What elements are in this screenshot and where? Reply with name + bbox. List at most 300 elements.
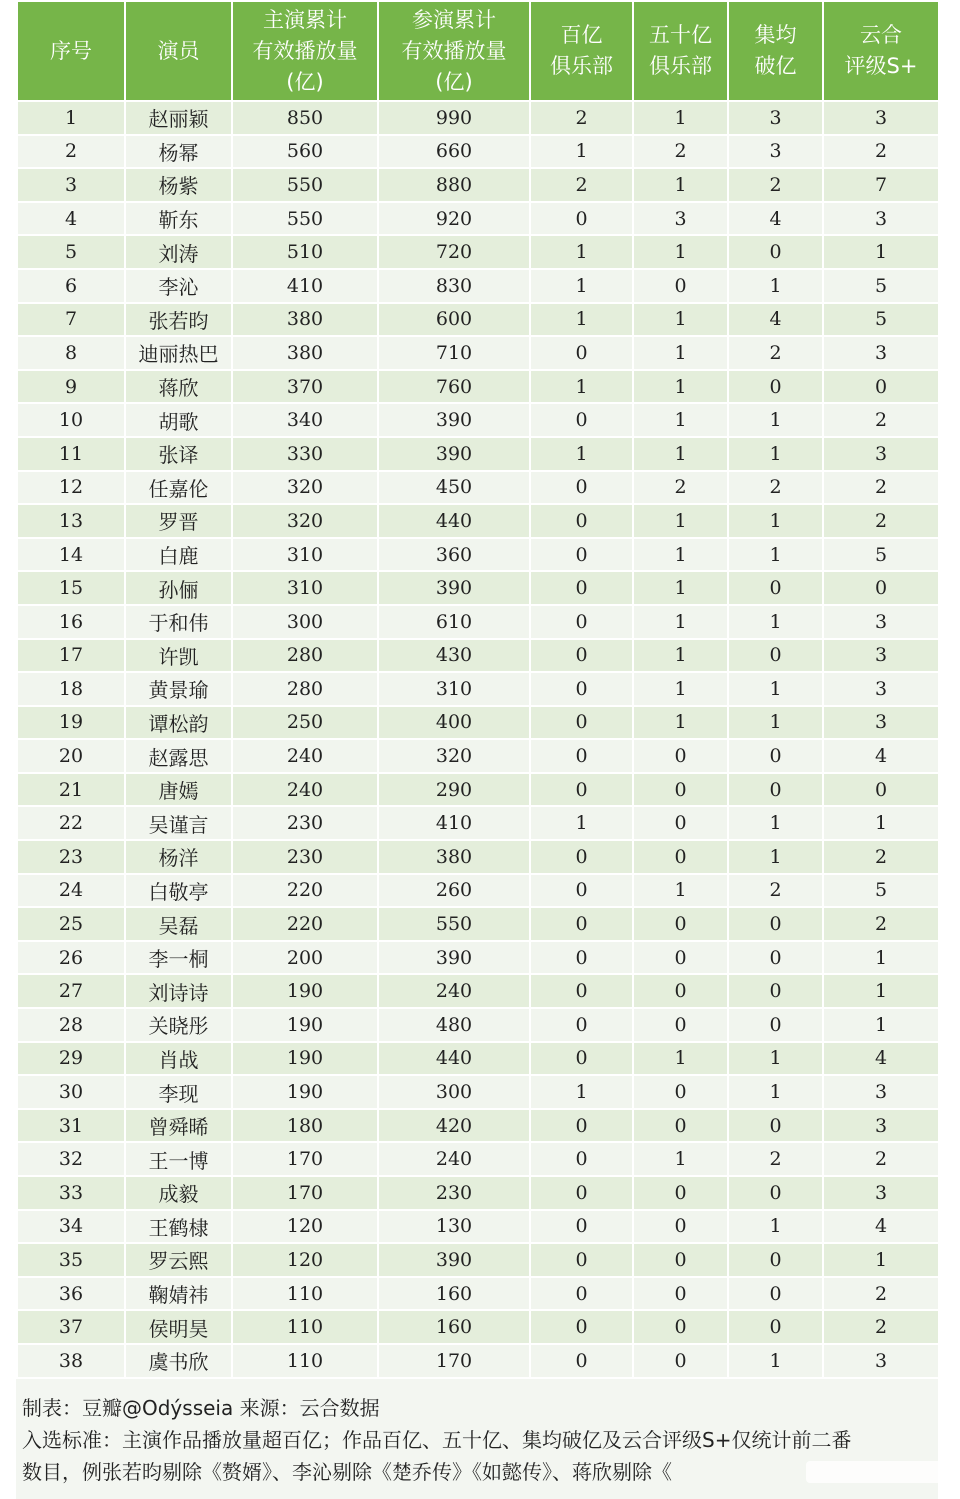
cell-actor: 迪丽热巴: [125, 336, 232, 370]
cell-rank: 33: [17, 1176, 125, 1210]
table-row: [17, 101, 939, 135]
cell-5b-club: 1: [633, 235, 728, 269]
cell-yunhe-s-plus: 1: [823, 974, 939, 1008]
cell-rank: 4: [17, 202, 125, 236]
cell-100m-per-episode: 1: [728, 1344, 823, 1378]
table-row: [17, 269, 939, 303]
cell-5b-club: 0: [633, 974, 728, 1008]
table-row: [17, 1310, 939, 1344]
header-actor: 演员: [125, 1, 232, 101]
cell-yunhe-s-plus: 5: [823, 269, 939, 303]
cell-total-views: 480: [378, 1008, 530, 1042]
cell-lead-views: 190: [232, 974, 378, 1008]
cell-rank: 8: [17, 336, 125, 370]
cell-total-views: 990: [378, 101, 530, 135]
cell-yunhe-s-plus: 3: [823, 1176, 939, 1210]
cell-lead-views: 300: [232, 605, 378, 639]
cell-lead-views: 340: [232, 403, 378, 437]
cell-yunhe-s-plus: 0: [823, 773, 939, 807]
cell-10b-club: 0: [530, 1109, 633, 1143]
cell-100m-per-episode: 2: [728, 1142, 823, 1176]
cell-5b-club: 1: [633, 336, 728, 370]
cell-10b-club: 0: [530, 538, 633, 572]
table-row: [17, 303, 939, 337]
cell-total-views: 170: [378, 1344, 530, 1378]
cell-5b-club: 0: [633, 1344, 728, 1378]
table-row: [17, 706, 939, 740]
cell-rank: 38: [17, 1344, 125, 1378]
table-row: [17, 471, 939, 505]
table-row: [17, 1243, 939, 1277]
cell-actor: 关晓彤: [125, 1008, 232, 1042]
cell-yunhe-s-plus: 3: [823, 202, 939, 236]
cell-total-views: 160: [378, 1310, 530, 1344]
cell-100m-per-episode: 1: [728, 437, 823, 471]
cell-yunhe-s-plus: 2: [823, 840, 939, 874]
cell-lead-views: 170: [232, 1176, 378, 1210]
header-100m-per-episode: 集均 破亿: [728, 1, 823, 101]
cell-5b-club: 0: [633, 269, 728, 303]
table-body: [17, 101, 939, 1378]
cell-100m-per-episode: 0: [728, 739, 823, 773]
table-row: [17, 806, 939, 840]
cell-10b-club: 0: [530, 739, 633, 773]
table-row: [17, 840, 939, 874]
cell-total-views: 430: [378, 639, 530, 673]
cell-100m-per-episode: 1: [728, 1210, 823, 1244]
cell-10b-club: 0: [530, 874, 633, 908]
cell-actor: 李现: [125, 1075, 232, 1109]
cell-10b-club: 0: [530, 571, 633, 605]
cell-total-views: 710: [378, 336, 530, 370]
cell-yunhe-s-plus: 0: [823, 370, 939, 404]
cell-yunhe-s-plus: 1: [823, 1243, 939, 1277]
cell-actor: 鞠婧祎: [125, 1277, 232, 1311]
cell-actor: 侯明昊: [125, 1310, 232, 1344]
cell-10b-club: 1: [530, 303, 633, 337]
table-row: [17, 504, 939, 538]
cell-actor: 蒋欣: [125, 370, 232, 404]
cell-yunhe-s-plus: 3: [823, 1109, 939, 1143]
table-row: [17, 168, 939, 202]
cell-actor: 白鹿: [125, 538, 232, 572]
table-row: [17, 370, 939, 404]
header-row: [17, 1, 939, 101]
header-10b-club: 百亿 俱乐部: [530, 1, 633, 101]
table-row: [17, 672, 939, 706]
cell-5b-club: 0: [633, 1243, 728, 1277]
cell-10b-club: 0: [530, 1176, 633, 1210]
cell-lead-views: 370: [232, 370, 378, 404]
cell-lead-views: 120: [232, 1210, 378, 1244]
table-footer: [22, 1392, 934, 1488]
cell-5b-club: 1: [633, 571, 728, 605]
cell-total-views: 660: [378, 135, 530, 169]
cell-100m-per-episode: 0: [728, 235, 823, 269]
cell-lead-views: 310: [232, 538, 378, 572]
cell-10b-club: 1: [530, 1075, 633, 1109]
cell-actor: 张若昀: [125, 303, 232, 337]
header-rank: 序号: [17, 1, 125, 101]
cell-actor: 杨幂: [125, 135, 232, 169]
cell-rank: 30: [17, 1075, 125, 1109]
cell-lead-views: 560: [232, 135, 378, 169]
cell-100m-per-episode: 0: [728, 1176, 823, 1210]
table-row: [17, 639, 939, 673]
cell-5b-club: 0: [633, 907, 728, 941]
cell-total-views: 230: [378, 1176, 530, 1210]
cell-10b-club: 1: [530, 806, 633, 840]
cell-total-views: 240: [378, 1142, 530, 1176]
cell-rank: 9: [17, 370, 125, 404]
cell-rank: 27: [17, 974, 125, 1008]
cell-actor: 杨紫: [125, 168, 232, 202]
table-row: [17, 739, 939, 773]
cell-5b-club: 1: [633, 504, 728, 538]
cell-10b-club: 0: [530, 605, 633, 639]
cell-yunhe-s-plus: 2: [823, 1310, 939, 1344]
cell-yunhe-s-plus: 2: [823, 135, 939, 169]
cell-actor: 赵露思: [125, 739, 232, 773]
cell-5b-club: 1: [633, 370, 728, 404]
cell-yunhe-s-plus: 5: [823, 538, 939, 572]
cell-rank: 10: [17, 403, 125, 437]
cell-total-views: 160: [378, 1277, 530, 1311]
cell-100m-per-episode: 2: [728, 168, 823, 202]
cell-yunhe-s-plus: 5: [823, 303, 939, 337]
table-row: [17, 135, 939, 169]
cell-rank: 1: [17, 101, 125, 135]
cell-actor: 谭松韵: [125, 706, 232, 740]
cell-yunhe-s-plus: 3: [823, 605, 939, 639]
header-5b-club: 五十亿 俱乐部: [633, 1, 728, 101]
cell-actor: 吴谨言: [125, 806, 232, 840]
cell-lead-views: 320: [232, 471, 378, 505]
cell-10b-club: 0: [530, 1310, 633, 1344]
table-row: [17, 538, 939, 572]
footer-criteria: 入选标准：主演作品播放量超百亿；作品百亿、五十亿、集均破亿及云合评级S+仅统计前二番: [22, 1428, 852, 1452]
cell-total-views: 920: [378, 202, 530, 236]
cell-total-views: 130: [378, 1210, 530, 1244]
cell-5b-club: 1: [633, 1042, 728, 1076]
cell-rank: 14: [17, 538, 125, 572]
cell-lead-views: 310: [232, 571, 378, 605]
cell-rank: 29: [17, 1042, 125, 1076]
cell-yunhe-s-plus: 2: [823, 1142, 939, 1176]
cell-yunhe-s-plus: 3: [823, 706, 939, 740]
cell-total-views: 400: [378, 706, 530, 740]
cell-100m-per-episode: 1: [728, 504, 823, 538]
cell-total-views: 300: [378, 1075, 530, 1109]
cell-yunhe-s-plus: 2: [823, 1277, 939, 1311]
cell-100m-per-episode: 3: [728, 135, 823, 169]
cell-actor: 虞书欣: [125, 1344, 232, 1378]
cell-10b-club: 1: [530, 437, 633, 471]
cell-100m-per-episode: 1: [728, 706, 823, 740]
cell-5b-club: 0: [633, 1310, 728, 1344]
cell-rank: 23: [17, 840, 125, 874]
cell-lead-views: 510: [232, 235, 378, 269]
cell-10b-club: 0: [530, 706, 633, 740]
cell-actor: 张译: [125, 437, 232, 471]
cell-total-views: 360: [378, 538, 530, 572]
cell-5b-club: 1: [633, 403, 728, 437]
cell-yunhe-s-plus: 2: [823, 907, 939, 941]
cell-actor: 白敬亭: [125, 874, 232, 908]
table-row: [17, 1042, 939, 1076]
cell-yunhe-s-plus: 2: [823, 504, 939, 538]
actor-ranking-table: [16, 0, 940, 1379]
cell-10b-club: 1: [530, 235, 633, 269]
cell-5b-club: 0: [633, 1008, 728, 1042]
cell-5b-club: 2: [633, 135, 728, 169]
cell-100m-per-episode: 0: [728, 639, 823, 673]
cell-yunhe-s-plus: 2: [823, 471, 939, 505]
cell-10b-club: 0: [530, 1210, 633, 1244]
cell-lead-views: 280: [232, 639, 378, 673]
table-row: [17, 1176, 939, 1210]
cell-10b-club: 0: [530, 639, 633, 673]
cell-total-views: 320: [378, 739, 530, 773]
cell-actor: 胡歌: [125, 403, 232, 437]
cell-100m-per-episode: 4: [728, 202, 823, 236]
table-row: [17, 1344, 939, 1378]
watermark-overlay: [806, 1461, 956, 1483]
cell-10b-club: 0: [530, 1008, 633, 1042]
cell-100m-per-episode: 1: [728, 1075, 823, 1109]
cell-total-views: 450: [378, 471, 530, 505]
cell-actor: 靳东: [125, 202, 232, 236]
cell-100m-per-episode: 3: [728, 101, 823, 135]
cell-lead-views: 200: [232, 941, 378, 975]
table-row: [17, 605, 939, 639]
cell-total-views: 420: [378, 1109, 530, 1143]
cell-lead-views: 240: [232, 773, 378, 807]
table-row: [17, 1075, 939, 1109]
table-row: [17, 437, 939, 471]
cell-lead-views: 190: [232, 1008, 378, 1042]
cell-lead-views: 550: [232, 168, 378, 202]
table-row: [17, 1210, 939, 1244]
cell-yunhe-s-plus: 3: [823, 336, 939, 370]
cell-lead-views: 220: [232, 874, 378, 908]
table-row: [17, 974, 939, 1008]
cell-rank: 21: [17, 773, 125, 807]
cell-5b-club: 1: [633, 303, 728, 337]
table-row: [17, 235, 939, 269]
cell-total-views: 600: [378, 303, 530, 337]
cell-yunhe-s-plus: 3: [823, 1344, 939, 1378]
cell-actor: 任嘉伦: [125, 471, 232, 505]
cell-100m-per-episode: 2: [728, 336, 823, 370]
cell-actor: 孙俪: [125, 571, 232, 605]
cell-actor: 李沁: [125, 269, 232, 303]
cell-rank: 5: [17, 235, 125, 269]
cell-5b-club: 2: [633, 471, 728, 505]
cell-100m-per-episode: 0: [728, 370, 823, 404]
table-row: [17, 403, 939, 437]
cell-actor: 李一桐: [125, 941, 232, 975]
cell-5b-club: 0: [633, 840, 728, 874]
cell-100m-per-episode: 2: [728, 874, 823, 908]
cell-100m-per-episode: 0: [728, 1109, 823, 1143]
cell-total-views: 610: [378, 605, 530, 639]
cell-lead-views: 180: [232, 1109, 378, 1143]
cell-100m-per-episode: 1: [728, 806, 823, 840]
cell-rank: 24: [17, 874, 125, 908]
cell-lead-views: 230: [232, 806, 378, 840]
cell-actor: 罗晋: [125, 504, 232, 538]
cell-5b-club: 0: [633, 1277, 728, 1311]
cell-total-views: 290: [378, 773, 530, 807]
cell-rank: 34: [17, 1210, 125, 1244]
cell-lead-views: 170: [232, 1142, 378, 1176]
cell-10b-club: 0: [530, 403, 633, 437]
cell-total-views: 880: [378, 168, 530, 202]
cell-5b-club: 1: [633, 605, 728, 639]
cell-lead-views: 330: [232, 437, 378, 471]
cell-100m-per-episode: 1: [728, 840, 823, 874]
table-row: [17, 1277, 939, 1311]
cell-10b-club: 0: [530, 1277, 633, 1311]
cell-5b-club: 1: [633, 672, 728, 706]
cell-10b-club: 1: [530, 135, 633, 169]
cell-5b-club: 1: [633, 706, 728, 740]
cell-total-views: 390: [378, 403, 530, 437]
cell-10b-club: 2: [530, 168, 633, 202]
cell-100m-per-episode: 1: [728, 605, 823, 639]
cell-yunhe-s-plus: 1: [823, 235, 939, 269]
cell-lead-views: 410: [232, 269, 378, 303]
table-row: [17, 1142, 939, 1176]
table-row: [17, 1109, 939, 1143]
cell-5b-club: 3: [633, 202, 728, 236]
cell-10b-club: 0: [530, 336, 633, 370]
cell-rank: 2: [17, 135, 125, 169]
cell-actor: 杨洋: [125, 840, 232, 874]
cell-10b-club: 0: [530, 773, 633, 807]
cell-100m-per-episode: 1: [728, 269, 823, 303]
cell-lead-views: 220: [232, 907, 378, 941]
cell-10b-club: 0: [530, 1243, 633, 1277]
cell-total-views: 310: [378, 672, 530, 706]
cell-5b-club: 1: [633, 1142, 728, 1176]
cell-yunhe-s-plus: 7: [823, 168, 939, 202]
cell-100m-per-episode: 4: [728, 303, 823, 337]
cell-5b-club: 0: [633, 739, 728, 773]
cell-rank: 6: [17, 269, 125, 303]
cell-rank: 28: [17, 1008, 125, 1042]
cell-lead-views: 280: [232, 672, 378, 706]
cell-5b-club: 0: [633, 1075, 728, 1109]
cell-total-views: 390: [378, 571, 530, 605]
table-row: [17, 571, 939, 605]
header-yunhe-s-plus: 云合 评级S+: [823, 1, 939, 101]
cell-total-views: 260: [378, 874, 530, 908]
cell-10b-club: 0: [530, 941, 633, 975]
cell-100m-per-episode: 0: [728, 1277, 823, 1311]
cell-yunhe-s-plus: 2: [823, 403, 939, 437]
table-row: [17, 336, 939, 370]
cell-total-views: 390: [378, 941, 530, 975]
cell-actor: 罗云熙: [125, 1243, 232, 1277]
cell-rank: 20: [17, 739, 125, 773]
cell-10b-club: 0: [530, 504, 633, 538]
cell-total-views: 720: [378, 235, 530, 269]
cell-yunhe-s-plus: 5: [823, 874, 939, 908]
cell-rank: 11: [17, 437, 125, 471]
cell-100m-per-episode: 0: [728, 1310, 823, 1344]
cell-yunhe-s-plus: 4: [823, 739, 939, 773]
cell-rank: 7: [17, 303, 125, 337]
cell-lead-views: 110: [232, 1344, 378, 1378]
table-row: [17, 1008, 939, 1042]
header-lead-views: 主演累计 有效播放量 (亿): [232, 1, 378, 101]
cell-actor: 刘涛: [125, 235, 232, 269]
cell-yunhe-s-plus: 1: [823, 941, 939, 975]
cell-lead-views: 550: [232, 202, 378, 236]
cell-rank: 22: [17, 806, 125, 840]
cell-total-views: 390: [378, 1243, 530, 1277]
cell-rank: 18: [17, 672, 125, 706]
cell-total-views: 380: [378, 840, 530, 874]
cell-rank: 26: [17, 941, 125, 975]
cell-100m-per-episode: 0: [728, 974, 823, 1008]
table-row: [17, 907, 939, 941]
cell-5b-club: 1: [633, 101, 728, 135]
cell-lead-views: 230: [232, 840, 378, 874]
footer-criteria-cont: 数目，例张若昀剔除《赘婿》、李沁剔除《楚乔传》《如懿传》、蒋欣剔除《: [22, 1460, 672, 1484]
cell-yunhe-s-plus: 0: [823, 571, 939, 605]
cell-lead-views: 110: [232, 1310, 378, 1344]
cell-yunhe-s-plus: 4: [823, 1210, 939, 1244]
cell-lead-views: 240: [232, 739, 378, 773]
cell-rank: 36: [17, 1277, 125, 1311]
cell-10b-club: 1: [530, 370, 633, 404]
cell-actor: 许凯: [125, 639, 232, 673]
cell-lead-views: 250: [232, 706, 378, 740]
cell-5b-club: 1: [633, 874, 728, 908]
cell-10b-club: 0: [530, 202, 633, 236]
cell-yunhe-s-plus: 1: [823, 1008, 939, 1042]
cell-rank: 37: [17, 1310, 125, 1344]
cell-rank: 31: [17, 1109, 125, 1143]
cell-5b-club: 1: [633, 538, 728, 572]
cell-yunhe-s-plus: 1: [823, 806, 939, 840]
cell-5b-club: 0: [633, 806, 728, 840]
cell-10b-club: 1: [530, 269, 633, 303]
cell-actor: 肖战: [125, 1042, 232, 1076]
table-row: [17, 773, 939, 807]
cell-rank: 17: [17, 639, 125, 673]
cell-rank: 12: [17, 471, 125, 505]
table-row: [17, 941, 939, 975]
cell-100m-per-episode: 2: [728, 471, 823, 505]
cell-rank: 32: [17, 1142, 125, 1176]
cell-5b-club: 1: [633, 437, 728, 471]
cell-total-views: 830: [378, 269, 530, 303]
cell-lead-views: 110: [232, 1277, 378, 1311]
cell-lead-views: 380: [232, 336, 378, 370]
cell-rank: 25: [17, 907, 125, 941]
cell-actor: 吴磊: [125, 907, 232, 941]
table-row: [17, 874, 939, 908]
cell-10b-club: 0: [530, 1042, 633, 1076]
cell-actor: 赵丽颖: [125, 101, 232, 135]
cell-lead-views: 320: [232, 504, 378, 538]
cell-100m-per-episode: 0: [728, 1008, 823, 1042]
cell-yunhe-s-plus: 3: [823, 437, 939, 471]
